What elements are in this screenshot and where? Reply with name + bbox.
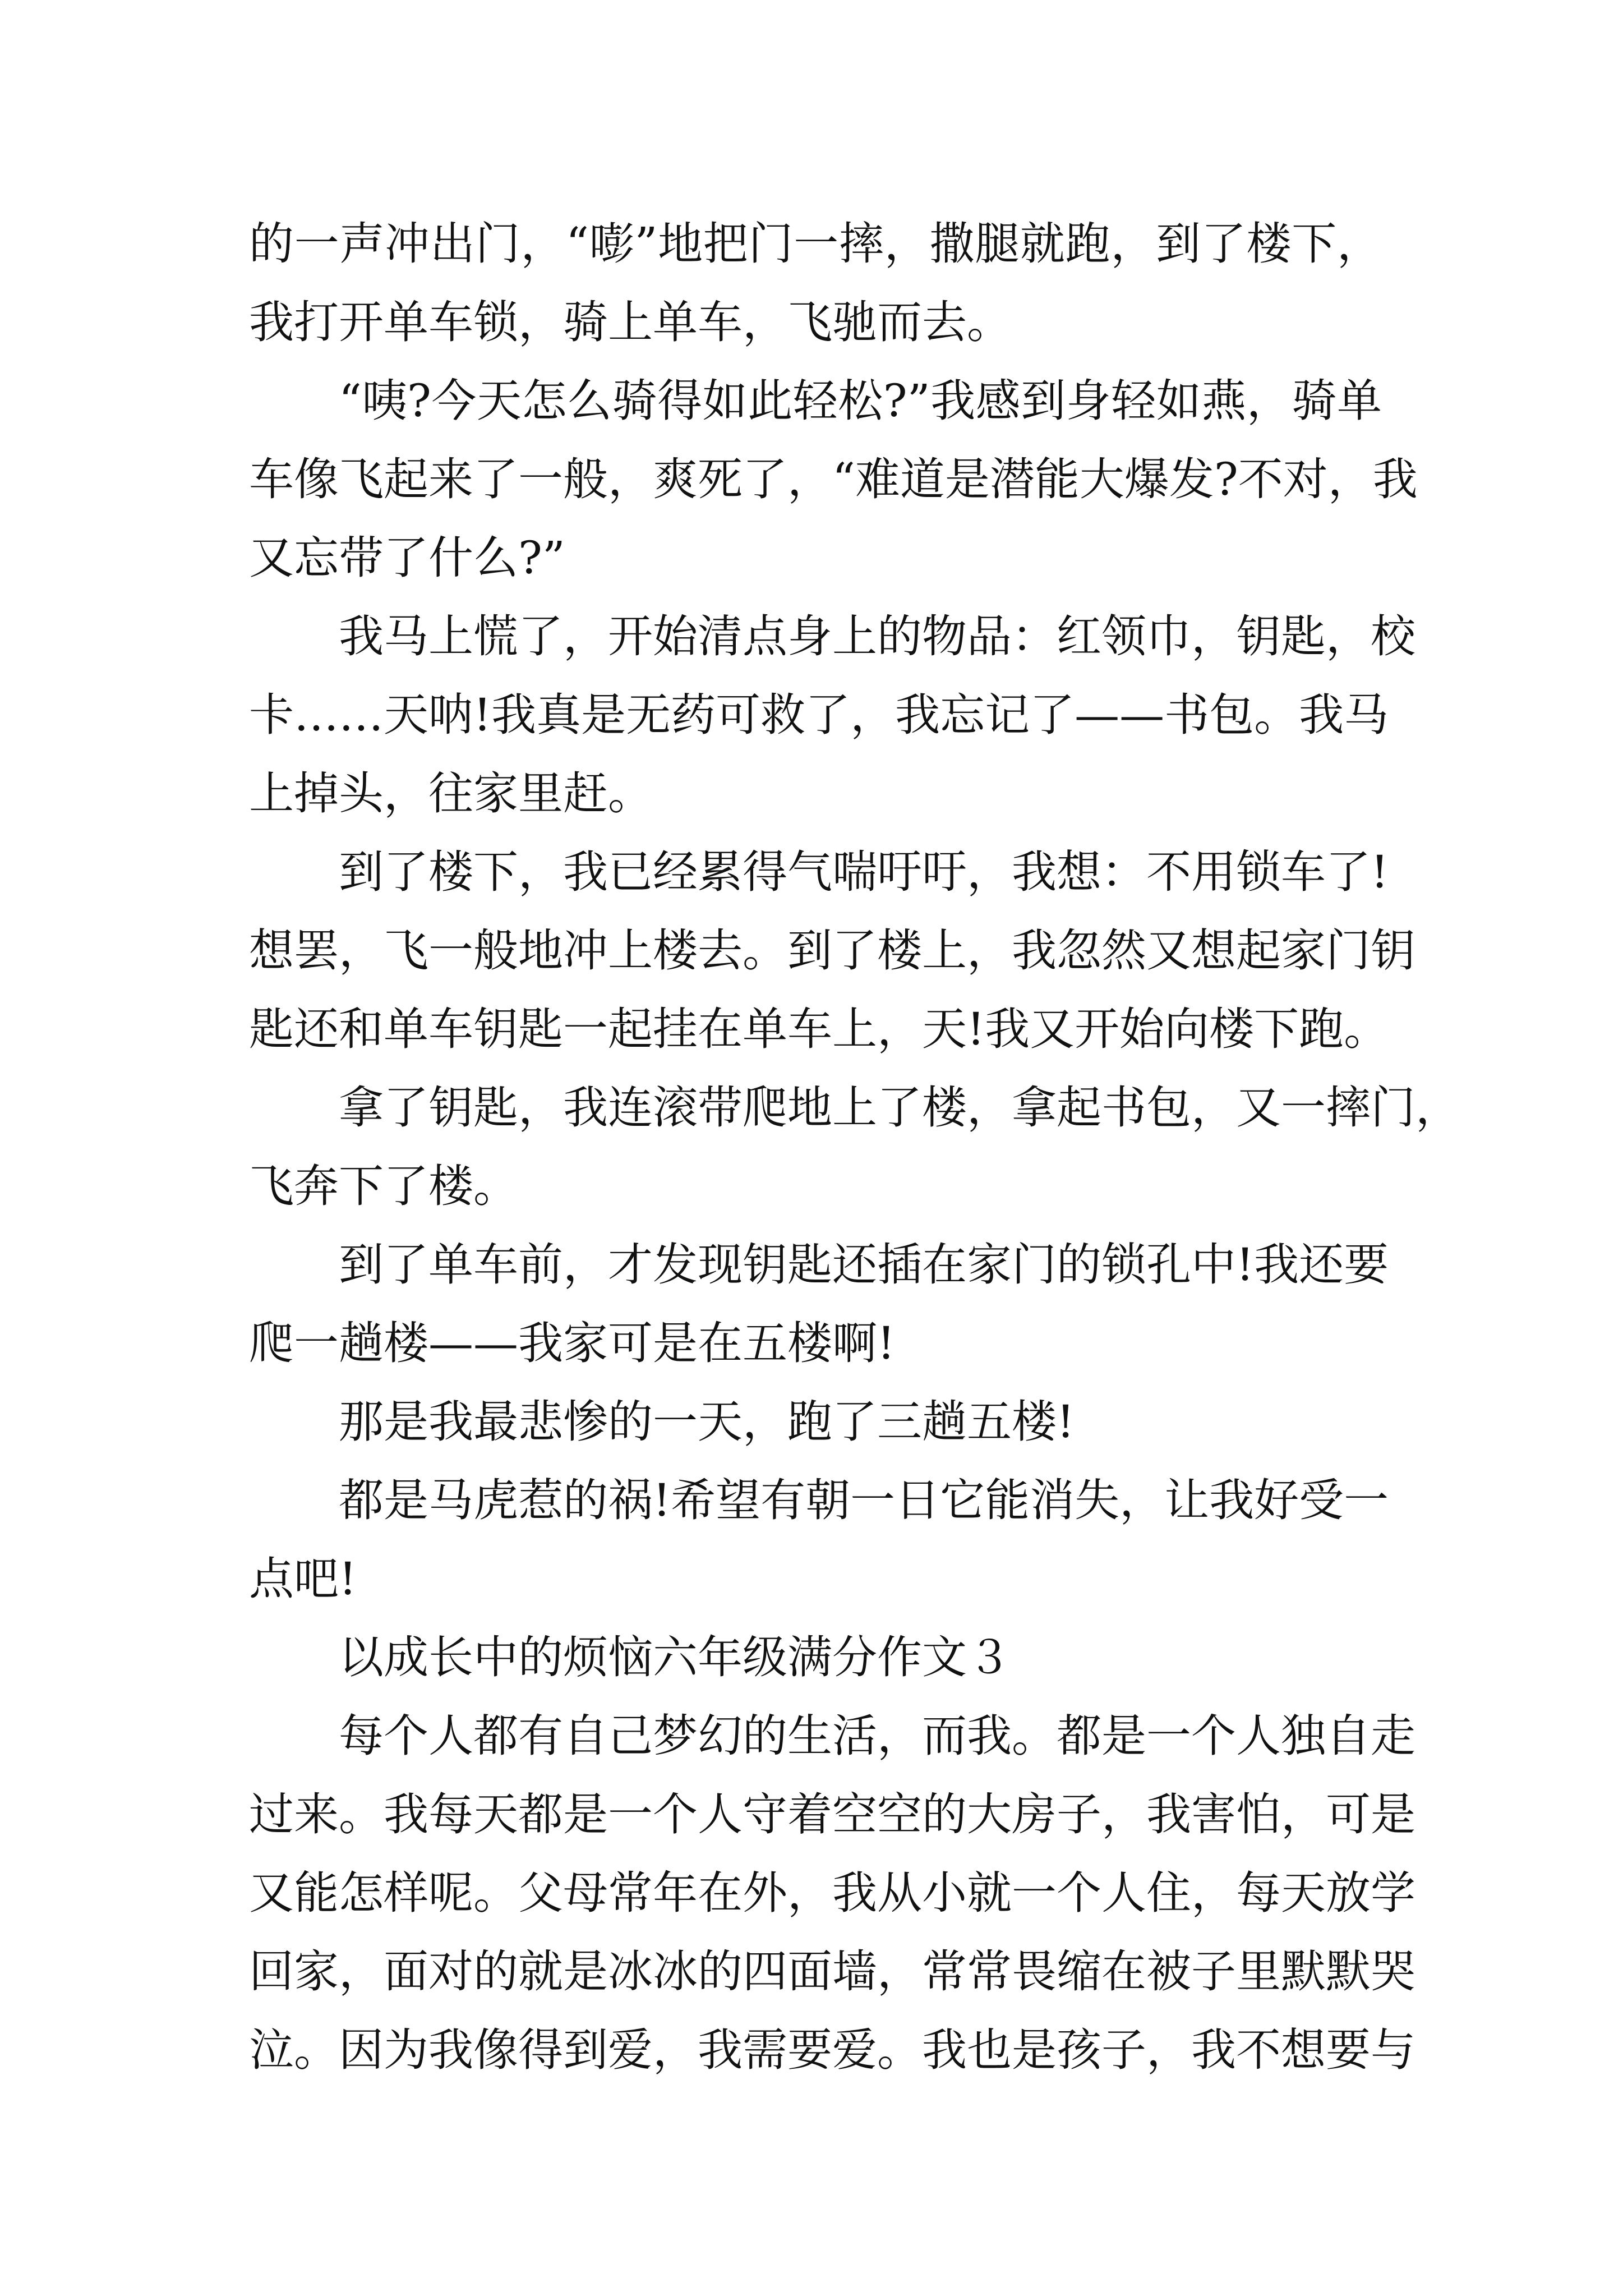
section-title-text: 以成长中的烦恼六年级满分作文３ xyxy=(339,1631,1012,1683)
text-line: 拿了钥匙，我连滚带爬地上了楼，拿起书包，又一摔门， xyxy=(339,1082,1460,1134)
text-line: “咦?今天怎么骑得如此轻松?”我感到身轻如燕，骑单 xyxy=(339,375,1382,427)
text-line: 又能怎样呢。父母常年在外，我从小就一个人住，每天放学 xyxy=(249,1867,1415,1919)
text-line: 点吧! xyxy=(249,1553,357,1605)
text-line: 爬一趟楼——我家可是在五楼啊! xyxy=(249,1317,896,1369)
text-line: 到了单车前，才发现钥匙还插在家门的锁孔中!我还要 xyxy=(339,1239,1389,1291)
paragraph xyxy=(249,597,1415,833)
text-line: 都是马虎惹的祸!希望有朝一日它能消失，让我好受一 xyxy=(339,1474,1389,1526)
text-line: 上掉头，往家里赶。 xyxy=(249,767,653,820)
text-line: 泣。因为我像得到爱，我需要爱。我也是孩子，我不想要与 xyxy=(249,2024,1415,2076)
paragraph xyxy=(249,1697,1415,2090)
paragraph xyxy=(249,833,1415,1069)
paragraph xyxy=(249,1383,1382,1461)
text-line: 车像飞起来了一般，爽死了，“难道是潜能大爆发?不对，我 xyxy=(249,453,1418,505)
text-line: 我打开单车锁，骑上单车，飞驰而去。 xyxy=(249,296,1012,348)
text-line: 我马上慌了，开始清点身上的物品：红领巾，钥匙，校 xyxy=(339,610,1415,662)
text-line: 卡……天呐!我真是无药可救了，我忘记了——书包。我马 xyxy=(249,689,1389,741)
text-line: 的一声冲出门，“嘭”地把门一摔，撒腿就跑，到了楼下， xyxy=(249,218,1382,270)
text-line: 匙还和单车钥匙一起挂在单车上，天!我又开始向楼下跑。 xyxy=(249,1003,1389,1055)
document-page xyxy=(249,205,1460,2090)
paragraph xyxy=(249,362,1418,597)
text-line: 每个人都有自己梦幻的生活，而我。都是一个人独自走 xyxy=(339,1710,1415,1762)
paragraph xyxy=(249,205,1382,362)
paragraph xyxy=(249,1226,1389,1383)
paragraph xyxy=(249,1461,1389,1618)
paragraph xyxy=(249,1069,1460,1226)
text-line: 那是我最悲惨的一天，跑了三趟五楼! xyxy=(339,1396,1075,1448)
text-line: 过来。我每天都是一个人守着空空的大房子，我害怕，可是 xyxy=(249,1788,1415,1841)
text-line: 到了楼下，我已经累得气喘吁吁，我想：不用锁车了! xyxy=(339,846,1389,898)
text-line: 想罢，飞一般地冲上楼去。到了楼上，我忽然又想起家门钥 xyxy=(249,924,1415,977)
text-line: 飞奔下了楼。 xyxy=(249,1160,518,1212)
text-line: 又忘带了什么?” xyxy=(249,532,565,584)
section-title xyxy=(249,1618,1382,1697)
text-line: 回家，面对的就是冰冰的四面墙，常常畏缩在被子里默默哭 xyxy=(249,1945,1415,1998)
